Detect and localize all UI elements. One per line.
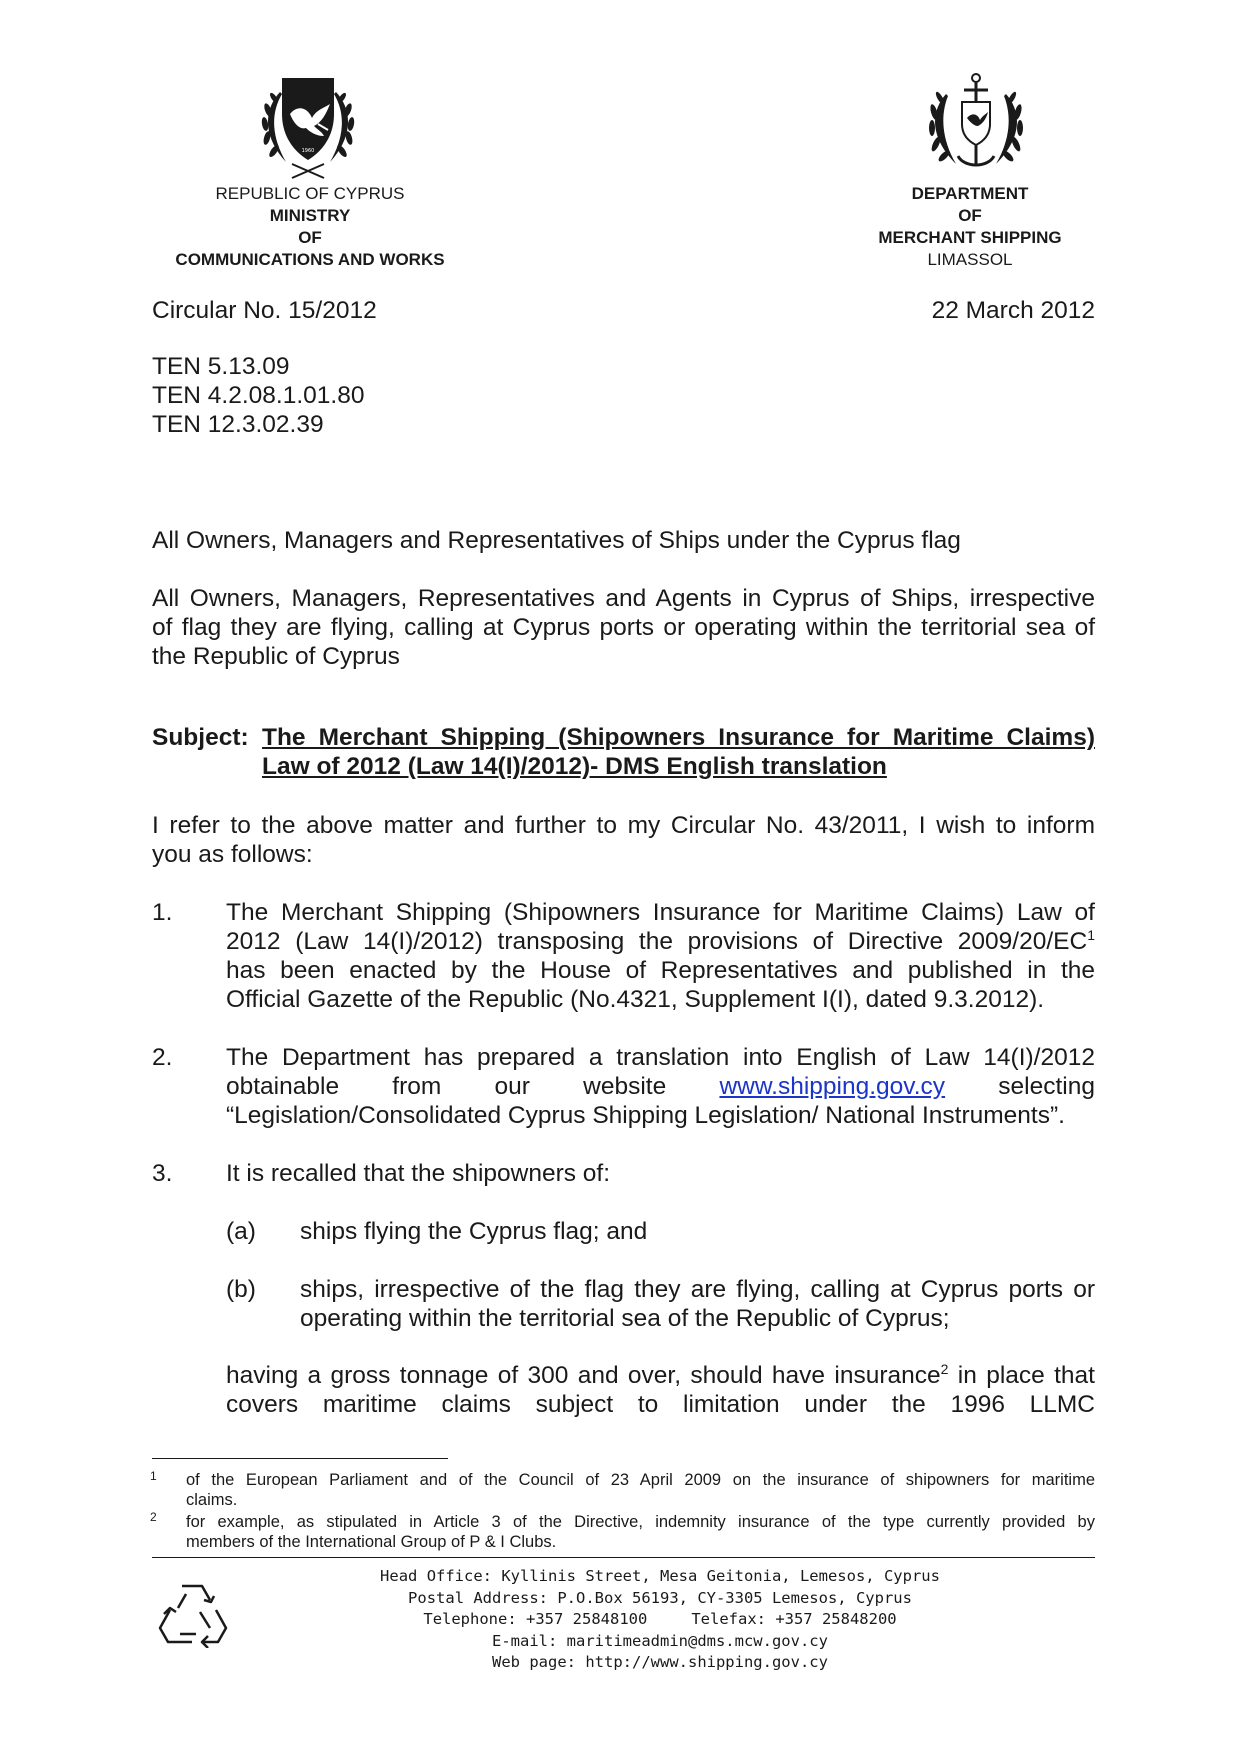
item-3-cont-line1-post: in place that: [948, 1362, 1095, 1389]
item-2-paragraph: [226, 1043, 1095, 1130]
addressee-second-line1: All Owners, Managers, Representatives and Agents in Cyprus of Ships, irrespective: [152, 585, 1095, 612]
footnote-2-line2: members of the International Group of P & I Clubs.: [186, 1533, 557, 1551]
item-3-sub-a-text: ships flying the Cyprus flag; and: [300, 1218, 648, 1245]
item-1-line3: has been enacted by the House of Representatives and published in the: [226, 957, 1095, 984]
footnote-1-line2: claims.: [186, 1491, 238, 1509]
reference-3: TEN 12.3.02.39: [152, 411, 324, 438]
footer-telephone: Telephone: +357 25848100: [423, 1610, 648, 1628]
footnote-2-line1: for example, as stipulated in Article 3 of the Directive, indemnity insurance of the type currently provided by: [186, 1513, 1095, 1531]
footer-web: Web page: http://www.shipping.gov.cy: [492, 1653, 828, 1671]
item-2-word-5: selecting: [998, 1073, 1095, 1100]
letterhead-left-line1: REPUBLIC OF CYPRUS: [215, 184, 405, 203]
intro-line2: you as follows:: [152, 841, 313, 868]
footnote-2-marker: 2: [150, 1510, 157, 1524]
footer-head-office: Head Office: Kyllinis Street, Mesa Geitonia, Lemesos, Cyprus: [380, 1567, 940, 1585]
item-1-line2: 2012 (Law 14(I)/2012) transposing the provisions of Directive 2009/20/EC: [226, 928, 1088, 955]
footnote-1-marker: 1: [150, 1469, 157, 1483]
item-2-word-1: obtainable: [226, 1073, 340, 1100]
subject-line1: The Merchant Shipping (Shipowners Insurance for Maritime Claims): [262, 724, 1095, 751]
footnote-ref-1: 1: [1087, 926, 1095, 943]
department-letterhead: [820, 183, 1120, 271]
footer-telefax: Telefax: +357 25848200: [691, 1610, 897, 1628]
footnote-ref-2: 2: [940, 1360, 949, 1377]
item-3-number: 3.: [152, 1160, 173, 1187]
footer-rule: [152, 1557, 1095, 1558]
item-3-continuation: [226, 1361, 1095, 1419]
item-1-paragraph: [226, 898, 1095, 1014]
circular-number: Circular No. 15/2012: [152, 297, 377, 324]
item-3-sub-b-text: [300, 1275, 1095, 1333]
addressee-second: [152, 584, 1095, 671]
item-3-cont-line1: [226, 1361, 1095, 1390]
item-3-sub-b-label: (b): [226, 1276, 256, 1303]
ministry-letterhead: [140, 183, 480, 271]
item-1-number: 1.: [152, 899, 173, 926]
letterhead-right-line2: OF: [958, 206, 982, 225]
footnote-1: [186, 1470, 1095, 1510]
website-link[interactable]: www.shipping.gov.cy: [719, 1073, 946, 1100]
letterhead-left-line3: OF: [298, 228, 322, 247]
subject-line2: Law of 2012 (Law 14(I)/2012)- DMS English translation: [262, 753, 887, 780]
item-3-cont-line2: covers maritime claims subject to limitation under the 1996 LLMC: [226, 1391, 1095, 1418]
letterhead-right-line4: LIMASSOL: [927, 250, 1013, 269]
subject-label: Subject:: [152, 724, 249, 751]
footer-email: E-mail: maritimeadmin@dms.mcw.gov.cy: [492, 1631, 828, 1650]
item-2-word-3: our: [494, 1073, 530, 1100]
item-1-line2-wrap: [226, 927, 1095, 956]
intro-paragraph: [152, 811, 1095, 869]
item-2-line3: “Legislation/Consolidated Cyprus Shipping Legislation/ National Instruments”.: [226, 1102, 1065, 1129]
item-2-number: 2.: [152, 1044, 173, 1071]
addressee-first: All Owners, Managers and Representatives of Ships under the Cyprus flag: [152, 527, 961, 554]
subject-title: [262, 723, 1095, 781]
footer-phone-fax: [270, 1609, 1050, 1631]
footer-postal: Postal Address: P.O.Box 56193, CY-3305 Lemesos, Cyprus: [408, 1588, 912, 1607]
item-2-line1: The Department has prepared a translation into English of Law 14(I)/2012: [226, 1044, 1095, 1071]
addressee-second-line2: of flag they are flying, calling at Cyprus ports or operating within the territorial sea of: [152, 614, 1095, 641]
item-3-text: It is recalled that the shipowners of:: [226, 1160, 611, 1187]
footnote-separator: [152, 1458, 448, 1459]
item-3-sub-b-line1: ships, irrespective of the flag they are flying, calling at Cyprus ports or: [300, 1276, 1095, 1303]
reference-2: TEN 4.2.08.1.01.80: [152, 382, 365, 409]
footnote-2: [186, 1512, 1095, 1552]
item-3-sub-a-label: (a): [226, 1218, 256, 1245]
letterhead-right-line3: MERCHANT SHIPPING: [878, 228, 1062, 247]
letterhead-left-line2: MINISTRY: [269, 206, 351, 225]
footer-contact: [270, 1566, 1050, 1674]
recycle-icon: [156, 1578, 228, 1648]
item-2-line2: [226, 1072, 1095, 1101]
item-2-word-2: from: [392, 1073, 442, 1100]
intro-line1: I refer to the above matter and further to my Circular No. 43/2011, I wish to inform: [152, 812, 1095, 839]
circular-date: 22 March 2012: [931, 297, 1095, 324]
item-3-cont-line1-pre: having a gross tonnage of 300 and over, should have insurance: [226, 1362, 941, 1389]
letterhead-right-line1: DEPARTMENT: [911, 184, 1029, 203]
cyprus-coat-of-arms-icon: [252, 74, 364, 182]
item-1-line1: The Merchant Shipping (Shipowners Insurance for Maritime Claims) Law of: [226, 899, 1095, 926]
reference-1: TEN 5.13.09: [152, 353, 290, 380]
item-1-line4: Official Gazette of the Republic (No.4321, Supplement I(I), dated 9.3.2012).: [226, 986, 1045, 1013]
addressee-second-line3: the Republic of Cyprus: [152, 643, 400, 670]
letterhead-left-line4: COMMUNICATIONS AND WORKS: [175, 250, 445, 269]
svg-text:1960: 1960: [301, 148, 315, 154]
anchor-wreath-emblem-icon: [920, 72, 1032, 180]
item-3-sub-b-line2: operating within the territorial sea of the Republic of Cyprus;: [300, 1305, 950, 1332]
item-2-word-4: website: [583, 1073, 667, 1100]
footnote-1-line1: of the European Parliament and of the Council of 23 April 2009 on the insurance of shipowners for maritime: [186, 1471, 1095, 1489]
file-references: [152, 352, 364, 439]
